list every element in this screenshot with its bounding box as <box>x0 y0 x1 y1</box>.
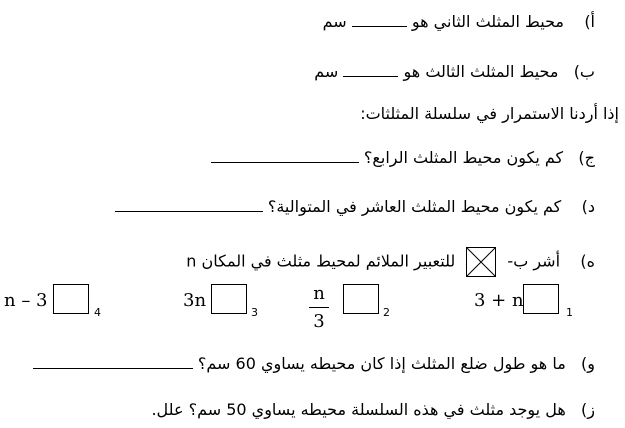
letter-f: و) <box>581 354 595 373</box>
fraction-bar <box>309 307 329 308</box>
unit-b: سم <box>314 62 339 81</box>
answer-blank-c[interactable] <box>211 162 359 163</box>
option-3-expression: 3n <box>183 290 207 311</box>
option-4-checkbox[interactable] <box>53 284 89 314</box>
question-c-text: كم يكون محيط المثلث الرابع؟ <box>363 148 564 167</box>
option-2-fraction <box>309 283 329 332</box>
unit-a: سم <box>322 12 347 31</box>
crossed-box-icon <box>466 247 496 277</box>
option-1-expression: 3 + n <box>474 290 524 311</box>
question-b <box>314 64 595 80</box>
option-2-denominator: 3 <box>313 311 325 332</box>
question-a-text: محيط المثلث الثاني هو <box>411 12 564 31</box>
question-d-text: كم يكون محيط المثلث العاشر في المتوالية؟ <box>267 197 562 216</box>
option-3-checkbox[interactable] <box>211 284 247 314</box>
question-f-text: ما هو طول ضلع المثلث إذا كان محيطه يساوي 60 سم؟ <box>197 354 566 373</box>
question-d <box>115 199 595 215</box>
question-a <box>323 14 595 30</box>
question-b-text: محيط المثلث الثالث هو <box>403 62 559 81</box>
option-2-checkbox[interactable] <box>343 284 379 314</box>
question-g-text: هل يوجد مثلث في هذه السلسلة محيطه يساوي 50 سم؟ علل. <box>151 400 566 419</box>
question-e <box>186 247 595 277</box>
letter-c: ج) <box>578 148 595 167</box>
option-2-numerator: n <box>313 283 325 304</box>
question-c <box>211 150 595 166</box>
question-f <box>33 356 595 372</box>
option-4-number: 4 <box>94 306 101 319</box>
intro-text: إذا أردنا الاستمرار في سلسلة المثلثات: <box>360 104 619 123</box>
answer-blank-b[interactable] <box>343 76 398 77</box>
answer-blank-d[interactable] <box>115 211 263 212</box>
question-e-text-after: للتعبير الملائم لمحيط مثلث في المكان n <box>186 251 456 271</box>
letter-e: ه) <box>580 251 595 271</box>
option-1-checkbox[interactable] <box>523 284 559 314</box>
option-4-expression: n – 3 <box>4 290 48 311</box>
question-e-text-before: أشر ب- <box>507 251 561 271</box>
letter-b: ب) <box>573 62 595 81</box>
letter-d: د) <box>581 197 595 216</box>
question-g <box>151 402 595 418</box>
option-3-number: 3 <box>251 306 258 319</box>
answer-blank-f[interactable] <box>33 368 193 369</box>
letter-a: أ) <box>584 12 595 31</box>
option-2-number: 2 <box>383 306 390 319</box>
option-1-number: 1 <box>566 306 573 319</box>
answer-blank-a[interactable] <box>352 26 407 27</box>
letter-g: ز) <box>581 400 595 419</box>
